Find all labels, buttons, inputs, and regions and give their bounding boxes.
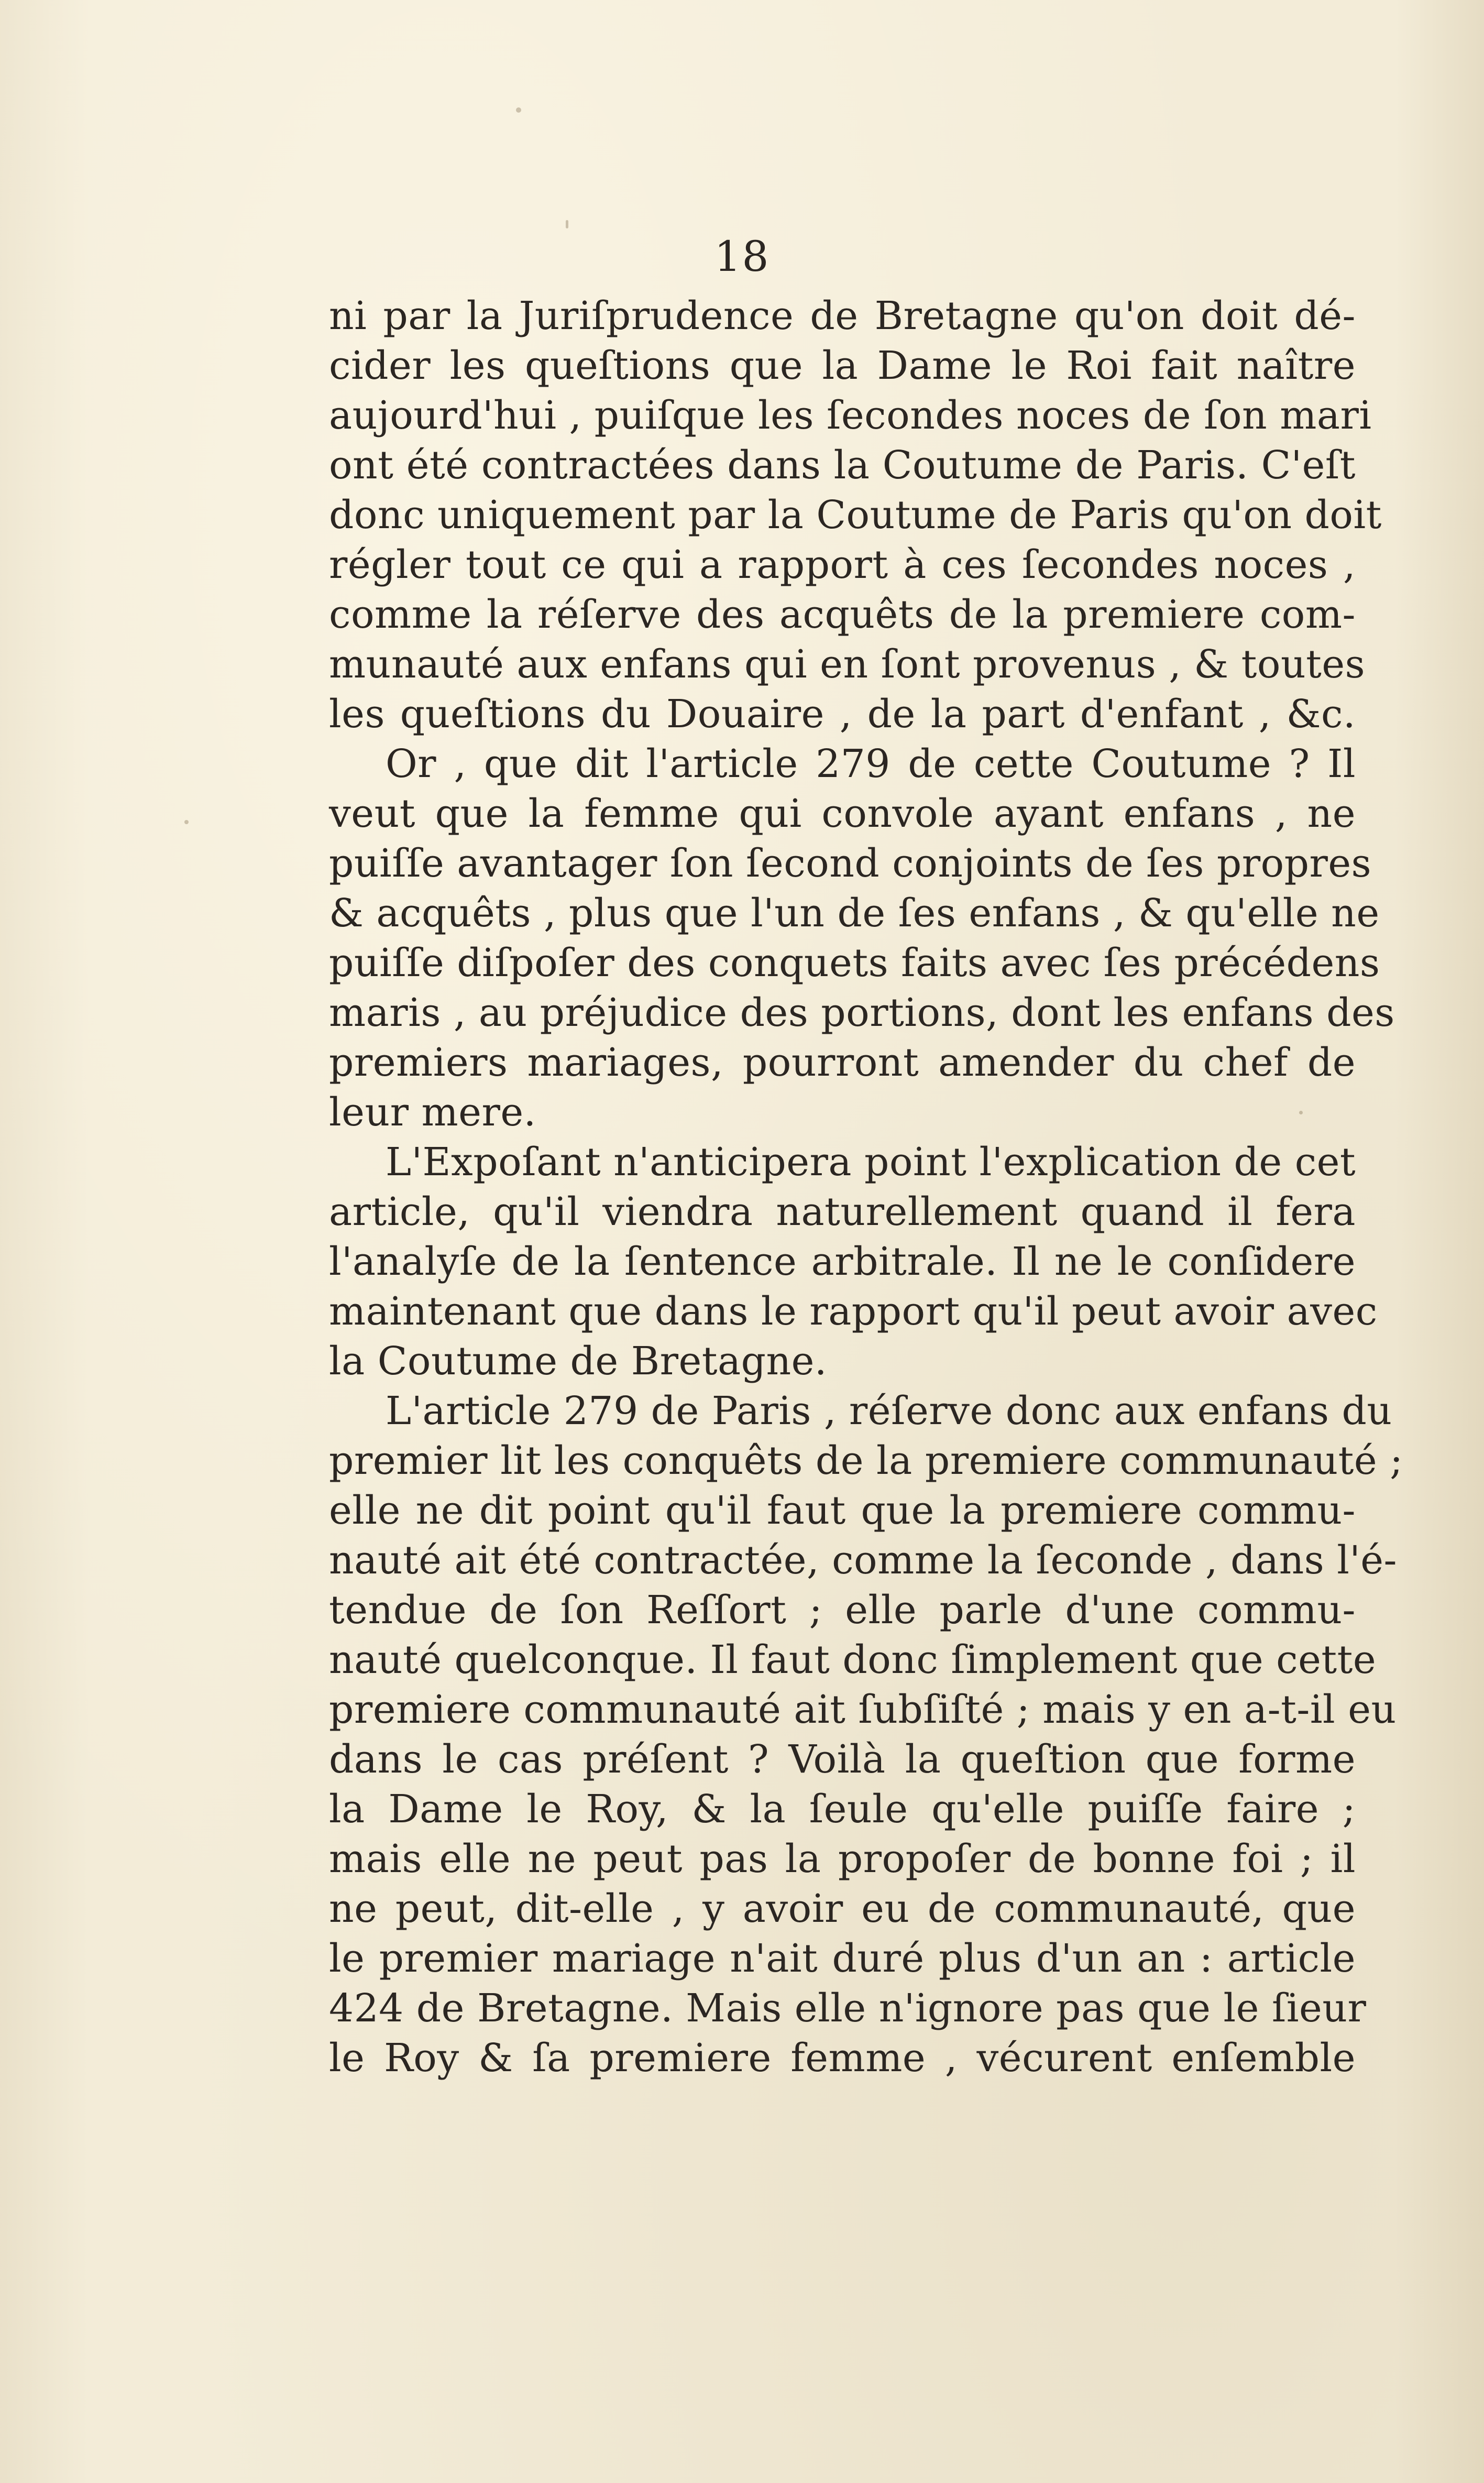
text-line: les queſtions du Douaire , de la part d'enfant , &c. (329, 692, 1356, 737)
text-line: premiers mariages, pourront amender du chef de (329, 1040, 1356, 1085)
text-line: nauté quelconque. Il faut donc ſimplement que cette (329, 1637, 1377, 1682)
text-line: ne peut, dit-elle , y avoir eu de communauté, que (329, 1886, 1356, 1931)
text-line: la Dame le Roy, & la ſeule qu'elle puiſſe faire ; (329, 1787, 1356, 1832)
text-line: ni par la Juriſprudence de Bretagne qu'on doit dé- (329, 293, 1356, 338)
text-line: premier lit les conquêts de la premiere communauté ; (329, 1438, 1403, 1483)
text-line: l'analyſe de la ſentence arbitrale. Il ne le conſidere (329, 1239, 1356, 1284)
text-line: tendue de ſon Reſſort ; elle parle d'une commu- (329, 1588, 1356, 1633)
text-line: la Coutume de Bretagne. (329, 1339, 827, 1384)
paper-speck (566, 220, 568, 228)
text-line: ont été contractées dans la Coutume de Paris. C'eſt (329, 443, 1356, 488)
text-line: mais elle ne peut pas la propoſer de bonne foi ; il (329, 1836, 1356, 1882)
text-line: L'article 279 de Paris , réſerve donc aux enfans du (386, 1388, 1392, 1434)
paper-speck (516, 107, 521, 113)
text-line: le Roy & ſa premiere femme , vécurent enſemble (329, 2036, 1356, 2081)
text-line: maris , au préjudice des portions, dont les enfans des (329, 990, 1395, 1035)
text-line: & acquêts , plus que l'un de ſes enfans , & qu'elle ne (329, 891, 1380, 936)
text-line: premiere communauté ait ſubſiſté ; mais y en a-t-il eu (329, 1687, 1397, 1732)
text-line: maintenant que dans le rapport qu'il peut avoir avec (329, 1289, 1378, 1334)
text-line: veut que la femme qui convole ayant enfans , ne (329, 791, 1356, 836)
text-line: donc uniquement par la Coutume de Paris qu'on doit (329, 493, 1382, 538)
text-line: puiſſe avantager ſon ſecond conjoints de ſes propres (329, 841, 1372, 886)
paper-speck (184, 820, 189, 824)
text-line: cider les queſtions que la Dame le Roi fait naître (329, 343, 1356, 388)
text-line: aujourd'hui , puiſque les ſecondes noces de ſon mari (329, 393, 1372, 438)
text-line: nauté ait été contractée, comme la ſeconde , dans l'é- (329, 1538, 1398, 1583)
text-line: régler tout ce qui a rapport à ces ſecondes noces , (329, 542, 1356, 587)
page-number: 18 (714, 232, 770, 281)
text-line: L'Expoſant n'anticipera point l'explication de cet (386, 1140, 1356, 1185)
text-line: munauté aux enfans qui en ſont provenus , & toutes (329, 642, 1366, 687)
text-line: Or , que dit l'article 279 de cette Coutume ? Il (386, 741, 1356, 786)
text-line: leur mere. (329, 1090, 536, 1135)
text-line: le premier mariage n'ait duré plus d'un an : article (329, 1936, 1356, 1981)
text-line: 424 de Bretagne. Mais elle n'ignore pas que le ſieur (329, 1986, 1367, 2031)
text-line: comme la réſerve des acquêts de la premiere com- (329, 592, 1356, 637)
text-line: puiſſe diſpoſer des conquets faits avec ſes précédens (329, 940, 1380, 986)
text-line: dans le cas préſent ? Voilà la queſtion que forme (329, 1737, 1356, 1782)
body-text (329, 291, 1403, 2083)
text-line: article, qu'il viendra naturellement quand il fera (329, 1189, 1356, 1234)
text-line: elle ne dit point qu'il faut que la premiere commu- (329, 1488, 1356, 1533)
